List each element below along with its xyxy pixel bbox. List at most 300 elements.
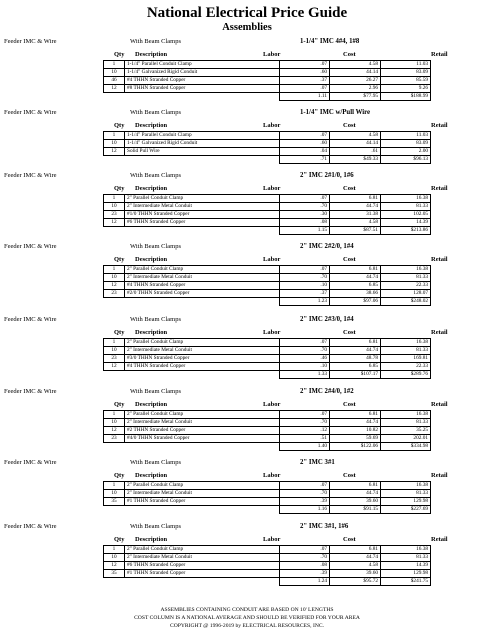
cell-retail: 129.98 <box>381 498 431 506</box>
section-category: Feeder IMC & Wire <box>4 459 57 466</box>
section-category: Feeder IMC & Wire <box>4 316 57 323</box>
total-retail: $213.86 <box>381 227 431 235</box>
section-category: Feeder IMC & Wire <box>4 388 57 395</box>
section-category: Feeder IMC & Wire <box>4 523 57 530</box>
footer-line: COPYRIGHT @ 1996-2019 by ELECTRICAL RESOURCES, INC. <box>169 623 324 629</box>
table-row <box>104 427 431 435</box>
cell-labor: .07 <box>280 61 330 69</box>
assembly-section <box>0 170 494 235</box>
table-row <box>104 203 431 211</box>
cell-cost: 44.74 <box>330 347 381 355</box>
cell-qty: 10 <box>104 490 125 498</box>
cell-retail: 16.38 <box>381 339 431 347</box>
table-row <box>104 61 431 69</box>
col-description-header: Description <box>135 329 168 336</box>
cell-cost: 26.27 <box>330 77 381 85</box>
blank-cell <box>125 371 280 379</box>
cell-qty: 1 <box>104 482 125 490</box>
col-cost-header: Cost <box>343 256 356 263</box>
total-retail: $248.02 <box>381 298 431 306</box>
col-retail-header: Retail <box>431 122 448 129</box>
total-labor: 1.40 <box>280 443 330 451</box>
section-mounting: With Beam Clamps <box>130 243 182 250</box>
page-subtitle: Assemblies <box>222 22 272 33</box>
col-description-header: Description <box>135 472 168 479</box>
table-row <box>104 77 431 85</box>
col-qty-header: Qty <box>114 329 125 336</box>
cell-retail: 202.01 <box>381 435 431 443</box>
cell-qty: 12 <box>104 562 125 570</box>
footer-line: COST COLUMN IS A NATIONAL AVERAGE AND SHOULD BE VERIFIED FOR YOUR AREA <box>134 615 360 621</box>
column-headers <box>0 50 494 60</box>
table-row <box>104 554 431 562</box>
table-row <box>104 290 431 298</box>
cell-cost: 6.81 <box>330 195 381 203</box>
cell-qty: 12 <box>104 282 125 290</box>
cell-retail: 81.33 <box>381 419 431 427</box>
blank-cell <box>104 443 125 451</box>
cell-cost: 39.60 <box>330 570 381 578</box>
cell-cost: 48.78 <box>330 355 381 363</box>
cell-cost: 6.81 <box>330 411 381 419</box>
table-row <box>104 132 431 140</box>
cell-qty: 10 <box>104 69 125 77</box>
items-table <box>103 265 431 306</box>
cell-qty: 1 <box>104 195 125 203</box>
cell-labor: .30 <box>280 211 330 219</box>
cell-labor: .07 <box>280 132 330 140</box>
cell-qty: 12 <box>104 148 125 156</box>
cell-labor: .07 <box>280 546 330 554</box>
column-headers <box>0 255 494 265</box>
col-labor-header: Labor <box>263 401 281 408</box>
col-description-header: Description <box>135 256 168 263</box>
section-header <box>0 241 494 253</box>
items-table <box>103 60 431 101</box>
total-cost: $91.15 <box>330 506 381 514</box>
table-row <box>104 274 431 282</box>
total-labor: 1.33 <box>280 371 330 379</box>
section-header <box>0 386 494 398</box>
cell-description: #4/0 THHN Stranded Copper <box>125 435 280 443</box>
section-category: Feeder IMC & Wire <box>4 172 57 179</box>
footer-line: ASSEMBLIES CONTAINING CONDUIT ARE BASED ON 10' LENGTHS <box>160 607 334 613</box>
cell-retail: 81.33 <box>381 554 431 562</box>
section-assembly-name: 2" IMC 2#3/0, 1#4 <box>300 316 354 323</box>
total-retail: $334.98 <box>381 443 431 451</box>
items-table <box>103 194 431 235</box>
col-qty-header: Qty <box>114 122 125 129</box>
cell-labor: .07 <box>280 339 330 347</box>
cell-cost: 4.58 <box>330 132 381 140</box>
table-row <box>104 219 431 227</box>
col-retail-header: Retail <box>431 185 448 192</box>
section-header <box>0 170 494 182</box>
cell-retail: 81.33 <box>381 490 431 498</box>
page-title: National Electrical Price Guide <box>146 5 348 21</box>
cell-labor: .60 <box>280 69 330 77</box>
cell-description: 2" Intermediate Metal Conduit <box>125 347 280 355</box>
cell-qty: 12 <box>104 85 125 93</box>
col-labor-header: Labor <box>263 185 281 192</box>
table-row <box>104 85 431 93</box>
col-cost-header: Cost <box>343 122 356 129</box>
section-mounting: With Beam Clamps <box>130 459 182 466</box>
cell-description: 2" Parallel Conduit Clamp <box>125 339 280 347</box>
section-assembly-name: 2" IMC 3#1, 1#6 <box>300 523 349 530</box>
col-cost-header: Cost <box>343 51 356 58</box>
table-row <box>104 490 431 498</box>
cell-labor: .70 <box>280 347 330 355</box>
cell-qty: 10 <box>104 554 125 562</box>
cell-description: #4 THHN Stranded Copper <box>125 363 280 371</box>
total-row <box>104 93 431 101</box>
total-retail: $188.99 <box>381 93 431 101</box>
column-headers <box>0 121 494 131</box>
cell-cost: 38.66 <box>330 290 381 298</box>
cell-qty: 35 <box>104 570 125 578</box>
blank-cell <box>104 506 125 514</box>
section-mounting: With Beam Clamps <box>130 316 182 323</box>
cell-description: 2" Intermediate Metal Conduit <box>125 203 280 211</box>
cell-cost: 4.58 <box>330 219 381 227</box>
cell-labor: .10 <box>280 363 330 371</box>
cell-description: 1-1/4" Parallel Conduit Clamp <box>125 61 280 69</box>
assembly-section <box>0 386 494 451</box>
col-description-header: Description <box>135 51 168 58</box>
total-cost: $107.17 <box>330 371 381 379</box>
col-labor-header: Labor <box>263 122 281 129</box>
col-cost-header: Cost <box>343 472 356 479</box>
table-row <box>104 148 431 156</box>
total-cost: $122.06 <box>330 443 381 451</box>
cell-labor: .39 <box>280 498 330 506</box>
cell-labor: .70 <box>280 203 330 211</box>
cell-retail: 81.33 <box>381 203 431 211</box>
cell-retail: 14.39 <box>381 219 431 227</box>
cell-retail: 85.59 <box>381 77 431 85</box>
assembly-section <box>0 36 494 101</box>
cell-description: 1-1/4" Galvanized Rigid Conduit <box>125 69 280 77</box>
cell-labor: .07 <box>280 195 330 203</box>
cell-labor: .60 <box>280 140 330 148</box>
cell-retail: 16.38 <box>381 411 431 419</box>
blank-cell <box>104 298 125 306</box>
total-cost: $49.33 <box>330 156 381 164</box>
cell-description: #2/0 THHN Stranded Copper <box>125 290 280 298</box>
section-header <box>0 107 494 119</box>
col-cost-header: Cost <box>343 536 356 543</box>
col-retail-header: Retail <box>431 536 448 543</box>
table-row <box>104 211 431 219</box>
cell-cost: 4.58 <box>330 562 381 570</box>
blank-cell <box>104 93 125 101</box>
blank-cell <box>125 578 280 586</box>
col-description-header: Description <box>135 122 168 129</box>
col-description-header: Description <box>135 185 168 192</box>
cell-qty: 1 <box>104 61 125 69</box>
table-row <box>104 570 431 578</box>
cell-retail: 11.03 <box>381 61 431 69</box>
cell-retail: 129.98 <box>381 570 431 578</box>
section-assembly-name: 2" IMC 2#1/0, 1#6 <box>300 172 354 179</box>
cell-qty: 10 <box>104 140 125 148</box>
column-headers <box>0 184 494 194</box>
cell-description: 2" Intermediate Metal Conduit <box>125 554 280 562</box>
cell-retail: 81.33 <box>381 274 431 282</box>
table-row <box>104 282 431 290</box>
total-retail: $289.76 <box>381 371 431 379</box>
cell-qty: 10 <box>104 203 125 211</box>
col-cost-header: Cost <box>343 329 356 336</box>
cell-retail: 22.33 <box>381 282 431 290</box>
table-row <box>104 546 431 554</box>
cell-description: 2" Parallel Conduit Clamp <box>125 411 280 419</box>
cell-description: #4 THHN Stranded Copper <box>125 77 280 85</box>
table-row <box>104 195 431 203</box>
col-qty-header: Qty <box>114 472 125 479</box>
col-description-header: Description <box>135 536 168 543</box>
col-labor-header: Labor <box>263 536 281 543</box>
col-retail-header: Retail <box>431 401 448 408</box>
assembly-section <box>0 521 494 586</box>
items-table <box>103 410 431 451</box>
table-row <box>104 435 431 443</box>
cell-retail: 81.33 <box>381 347 431 355</box>
cell-qty: 1 <box>104 132 125 140</box>
cell-labor: .04 <box>280 148 330 156</box>
cell-labor: .10 <box>280 282 330 290</box>
section-header <box>0 521 494 533</box>
cell-qty: 12 <box>104 219 125 227</box>
col-qty-header: Qty <box>114 536 125 543</box>
section-mounting: With Beam Clamps <box>130 172 182 179</box>
cell-qty: 10 <box>104 347 125 355</box>
cell-qty: 23 <box>104 355 125 363</box>
total-retail: $227.69 <box>381 506 431 514</box>
cell-labor: .39 <box>280 570 330 578</box>
section-mounting: With Beam Clamps <box>130 38 182 45</box>
table-row <box>104 419 431 427</box>
blank-cell <box>104 227 125 235</box>
total-row <box>104 443 431 451</box>
cell-qty: 10 <box>104 419 125 427</box>
col-description-header: Description <box>135 401 168 408</box>
cell-labor: .07 <box>280 266 330 274</box>
cell-labor: .70 <box>280 419 330 427</box>
cell-description: #6 THHN Stranded Copper <box>125 562 280 570</box>
cell-labor: .07 <box>280 411 330 419</box>
cell-description: #4 THHN Stranded Copper <box>125 282 280 290</box>
cell-labor: .51 <box>280 435 330 443</box>
cell-cost: 6.81 <box>330 266 381 274</box>
cell-labor: .12 <box>280 427 330 435</box>
table-row <box>104 482 431 490</box>
cell-description: 2" Parallel Conduit Clamp <box>125 195 280 203</box>
table-row <box>104 562 431 570</box>
blank-cell <box>125 443 280 451</box>
total-retail: $241.75 <box>381 578 431 586</box>
cell-cost: 31.38 <box>330 211 381 219</box>
cell-retail: 2.00 <box>381 148 431 156</box>
total-labor: .71 <box>280 156 330 164</box>
assembly-section <box>0 314 494 379</box>
table-row <box>104 363 431 371</box>
column-headers <box>0 535 494 545</box>
assembly-section <box>0 457 494 514</box>
cell-cost: 44.74 <box>330 490 381 498</box>
section-assembly-name: 2" IMC 2#4/0, 1#2 <box>300 388 354 395</box>
table-row <box>104 266 431 274</box>
items-table <box>103 131 431 164</box>
cell-description: 1-1/4" Galvanized Rigid Conduit <box>125 140 280 148</box>
cell-labor: .46 <box>280 355 330 363</box>
column-headers <box>0 471 494 481</box>
cell-retail: 11.03 <box>381 132 431 140</box>
section-mounting: With Beam Clamps <box>130 109 182 116</box>
blank-cell <box>104 156 125 164</box>
cell-retail: 35.25 <box>381 427 431 435</box>
section-assembly-name: 1-1/4" IMC w/Pull Wire <box>300 109 371 116</box>
cell-labor: .70 <box>280 274 330 282</box>
col-cost-header: Cost <box>343 401 356 408</box>
cell-labor: .70 <box>280 490 330 498</box>
total-row <box>104 156 431 164</box>
cell-description: #1 THHN Stranded Copper <box>125 570 280 578</box>
cell-qty: 23 <box>104 435 125 443</box>
total-cost: $77.95 <box>330 93 381 101</box>
cell-qty: 1 <box>104 339 125 347</box>
cell-qty: 1 <box>104 266 125 274</box>
total-labor: 1.24 <box>280 578 330 586</box>
cell-labor: .07 <box>280 85 330 93</box>
cell-cost: 59.69 <box>330 435 381 443</box>
cell-retail: 16.38 <box>381 266 431 274</box>
section-header <box>0 314 494 326</box>
cell-cost: 4.58 <box>330 61 381 69</box>
cell-cost: 44.14 <box>330 69 381 77</box>
col-labor-header: Labor <box>263 329 281 336</box>
cell-description: 2" Intermediate Metal Conduit <box>125 490 280 498</box>
section-assembly-name: 2" IMC 2#2/0, 1#4 <box>300 243 354 250</box>
cell-description: #3/0 THHN Stranded Copper <box>125 355 280 363</box>
assembly-section <box>0 241 494 306</box>
cell-qty: 12 <box>104 363 125 371</box>
items-table <box>103 481 431 514</box>
total-row <box>104 227 431 235</box>
total-row <box>104 506 431 514</box>
col-retail-header: Retail <box>431 256 448 263</box>
cell-labor: .37 <box>280 290 330 298</box>
total-row <box>104 578 431 586</box>
total-cost: $97.06 <box>330 298 381 306</box>
cell-description: #2 THHN Stranded Copper <box>125 427 280 435</box>
cell-cost: 6.85 <box>330 282 381 290</box>
cell-description: 2" Parallel Conduit Clamp <box>125 546 280 554</box>
cell-description: #1/0 THHN Stranded Copper <box>125 211 280 219</box>
cell-cost: 44.74 <box>330 203 381 211</box>
cell-description: 2" Intermediate Metal Conduit <box>125 419 280 427</box>
items-table <box>103 545 431 586</box>
cell-retail: 169.81 <box>381 355 431 363</box>
cell-description: 1-1/4" Parallel Conduit Clamp <box>125 132 280 140</box>
cell-labor: .37 <box>280 77 330 85</box>
section-assembly-name: 2" IMC 3#1 <box>300 459 335 466</box>
total-labor: 1.15 <box>280 227 330 235</box>
col-qty-header: Qty <box>114 51 125 58</box>
cell-retail: 83.09 <box>381 69 431 77</box>
col-qty-header: Qty <box>114 185 125 192</box>
cell-cost: 10.82 <box>330 427 381 435</box>
cell-cost: 6.81 <box>330 546 381 554</box>
cell-cost: 6.85 <box>330 363 381 371</box>
table-row <box>104 69 431 77</box>
cell-retail: 128.07 <box>381 290 431 298</box>
cell-qty: 23 <box>104 290 125 298</box>
col-retail-header: Retail <box>431 51 448 58</box>
blank-cell <box>125 298 280 306</box>
cell-description: #6 THHN Stranded Copper <box>125 219 280 227</box>
cell-retail: 16.38 <box>381 195 431 203</box>
cell-description: Solid Pull Wire <box>125 148 280 156</box>
blank-cell <box>125 506 280 514</box>
total-cost: $95.72 <box>330 578 381 586</box>
total-row <box>104 371 431 379</box>
section-header <box>0 36 494 48</box>
cell-labor: .08 <box>280 219 330 227</box>
section-category: Feeder IMC & Wire <box>4 38 57 45</box>
total-labor: 1.11 <box>280 93 330 101</box>
total-cost: $87.51 <box>330 227 381 235</box>
col-retail-header: Retail <box>431 472 448 479</box>
section-mounting: With Beam Clamps <box>130 523 182 530</box>
table-row <box>104 355 431 363</box>
col-labor-header: Labor <box>263 256 281 263</box>
cell-description: #8 THHN Stranded Copper <box>125 85 280 93</box>
cell-labor: .07 <box>280 482 330 490</box>
total-retail: $96.13 <box>381 156 431 164</box>
section-category: Feeder IMC & Wire <box>4 243 57 250</box>
cell-cost: 6.81 <box>330 482 381 490</box>
col-qty-header: Qty <box>114 256 125 263</box>
table-row <box>104 339 431 347</box>
table-row <box>104 140 431 148</box>
cell-labor: .70 <box>280 554 330 562</box>
blank-cell <box>125 156 280 164</box>
cell-labor: .08 <box>280 562 330 570</box>
cell-retail: 22.33 <box>381 363 431 371</box>
items-table <box>103 338 431 379</box>
cell-cost: 44.74 <box>330 419 381 427</box>
section-mounting: With Beam Clamps <box>130 388 182 395</box>
cell-cost: 39.60 <box>330 498 381 506</box>
cell-retail: 16.38 <box>381 482 431 490</box>
cell-qty: 35 <box>104 498 125 506</box>
cell-description: #1 THHN Stranded Copper <box>125 498 280 506</box>
cell-qty: 46 <box>104 77 125 85</box>
section-assembly-name: 1-1/4" IMC 4#4, 1#8 <box>300 38 360 45</box>
blank-cell <box>104 578 125 586</box>
table-row <box>104 498 431 506</box>
blank-cell <box>125 93 280 101</box>
cell-cost: 44.14 <box>330 140 381 148</box>
total-labor: 1.16 <box>280 506 330 514</box>
cell-cost: .61 <box>330 148 381 156</box>
cell-description: 2" Parallel Conduit Clamp <box>125 266 280 274</box>
col-retail-header: Retail <box>431 329 448 336</box>
cell-qty: 1 <box>104 546 125 554</box>
column-headers <box>0 328 494 338</box>
